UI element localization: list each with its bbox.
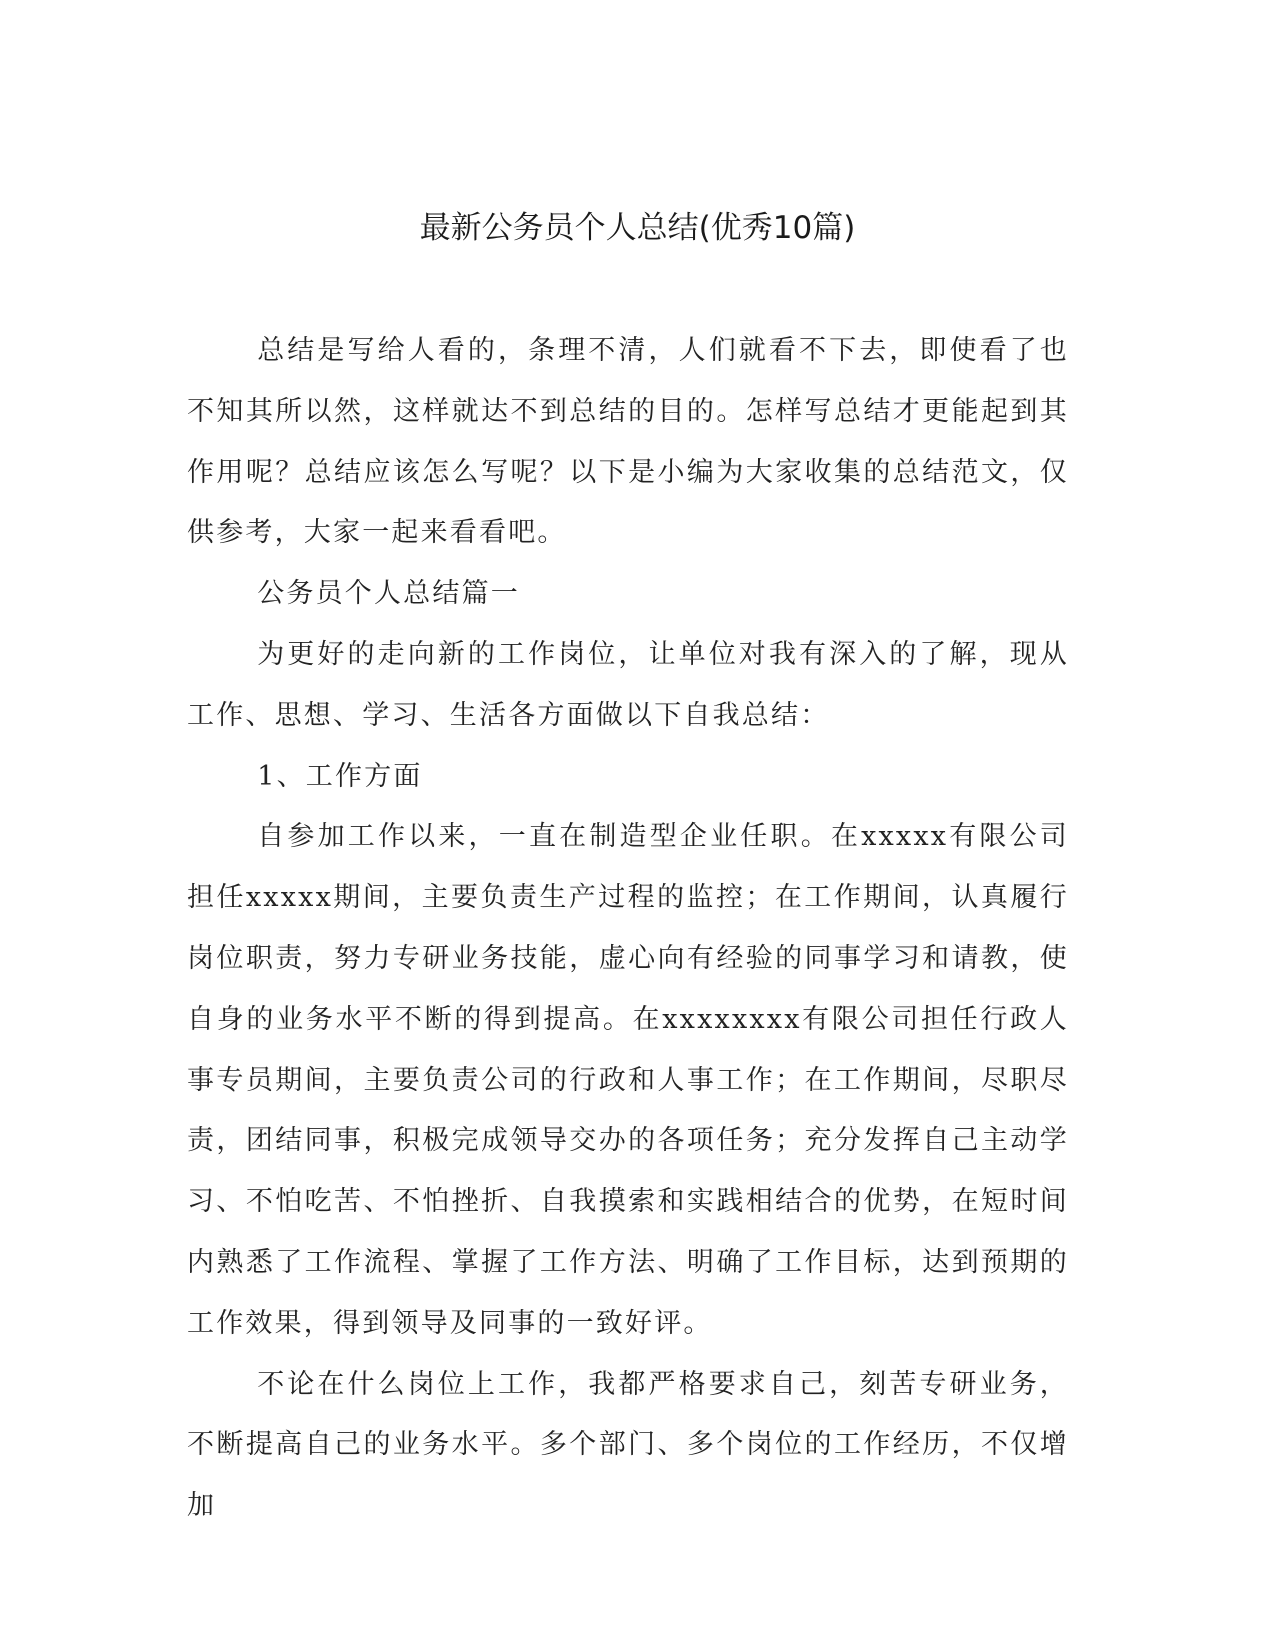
intro-paragraph: 总结是写给人看的，条理不清，人们就看不下去，即使看了也不知其所以然，这样就达不到总结的目的。怎样写总结才更能起到其作用呢？总结应该怎么写呢？以下是小编为大家收集的总结范文，仅供参考，大家一起来看看吧。 xyxy=(187,335,1069,549)
document-body xyxy=(187,321,1069,1537)
body-paragraph: 自参加工作以来，一直在制造型企业任职。在xxxxx有限公司担任xxxxx期间，主要负责生产过程的监控；在工作期间，认真履行岗位职责，努力专研业务技能，虚心向有经验的同事学习和请教，使自身的业务水平不断的得到提高。在xxxxxxxx有限公司担任行政人事专员期间，主要负责公司的行政和人事工作；在工作期间，尽职尽责，团结同事，积极完成领导交办的各项任务；充分发挥自己主动学习、不怕吃苦、不怕挫折、自我摸索和实践相结合的优势，在短时间内熟悉了工作流程、掌握了工作方法、明确了工作目标，达到预期的工作效果，得到领导及同事的一致好评。 xyxy=(187,821,1069,1339)
body-paragraph: 不论在什么岗位上工作，我都严格要求自己，刻苦专研业务，不断提高自己的业务水平。多个部门、多个岗位的工作经历，不仅增加 xyxy=(187,1368,1069,1522)
section-heading-part-one: 公务员个人总结篇一 xyxy=(257,578,520,610)
document-title: 最新公务员个人总结(优秀10篇) xyxy=(419,210,856,246)
subsection-heading-work: 1、工作方面 xyxy=(257,760,423,792)
body-paragraph: 为更好的走向新的工作岗位，让单位对我有深入的了解，现从工作、思想、学习、生活各方面做以下自我总结： xyxy=(187,638,1069,731)
